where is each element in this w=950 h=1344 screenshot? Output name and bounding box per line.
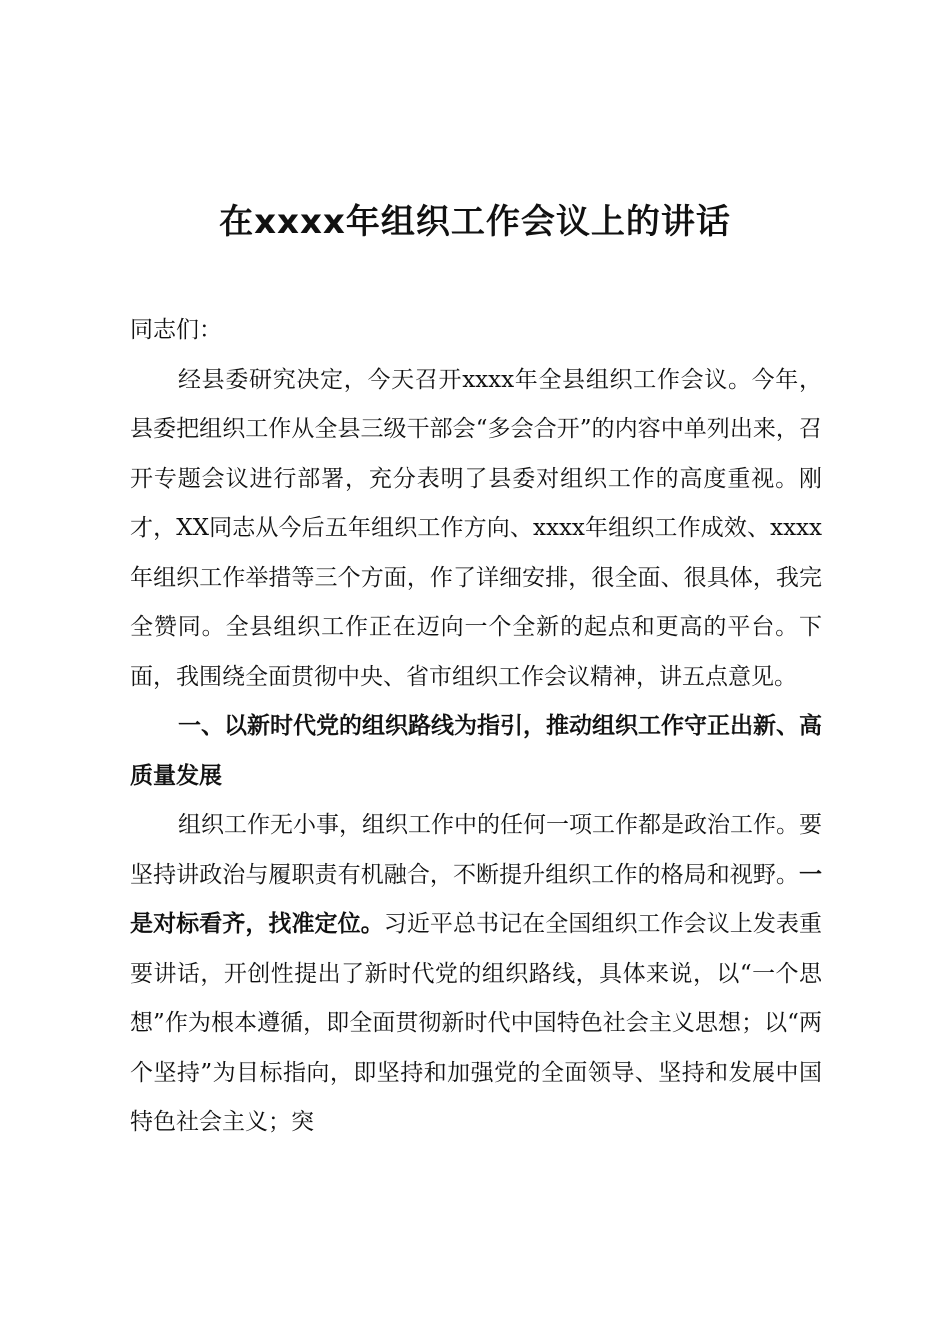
- section-paragraph: [130, 801, 822, 1148]
- document-title: 在xxxx年组织工作会议上的讲话: [219, 202, 731, 242]
- salutation: 同志们：: [130, 317, 222, 343]
- section-paragraph-start: 组织工作无小事，组织工作中的任何一项工作都是政治工作。要坚持讲政治与履职责有机融合，不断提升组织工作的格局和视野。: [130, 812, 822, 888]
- intro-paragraph: 经县委研究决定，今天召开xxxx年全县组织工作会议。今年，县委把组织工作从全县三级干部会“多会合开”的内容中单列出来，召开专题会议进行部署，充分表明了县委对组织工作的高度重视。刚才，XX同志从今后五年组织工作方向、xxxx年组织工作成效、xxxx年组织工作举措等三个方面，作了详细安排，很全面、很具体，我完全赞同。全县组织工作正在迈向一个全新的起点和更高的平台。下面，我围绕全面贯彻中央、省市组织工作会议精神，讲五点意见。: [130, 366, 822, 690]
- section-heading: 一、以新时代党的组织路线为指引，推动组织工作守正出新、高质量发展: [130, 713, 822, 789]
- document-body: [130, 306, 822, 1148]
- section-emphasis: 一是对标看齐，找准定位。: [130, 861, 822, 937]
- section-paragraph-rest: 习近平总书记在全国组织工作会议上发表重要讲话，开创性提出了新时代党的组织路线，具体来说，以“一个思想”作为根本遵循，即全面贯彻新时代中国特色社会主义思想；以“两个坚持”为目标指向，即坚持和加强党的全面领导、坚持和发展中国特色社会主义；突: [130, 911, 823, 1135]
